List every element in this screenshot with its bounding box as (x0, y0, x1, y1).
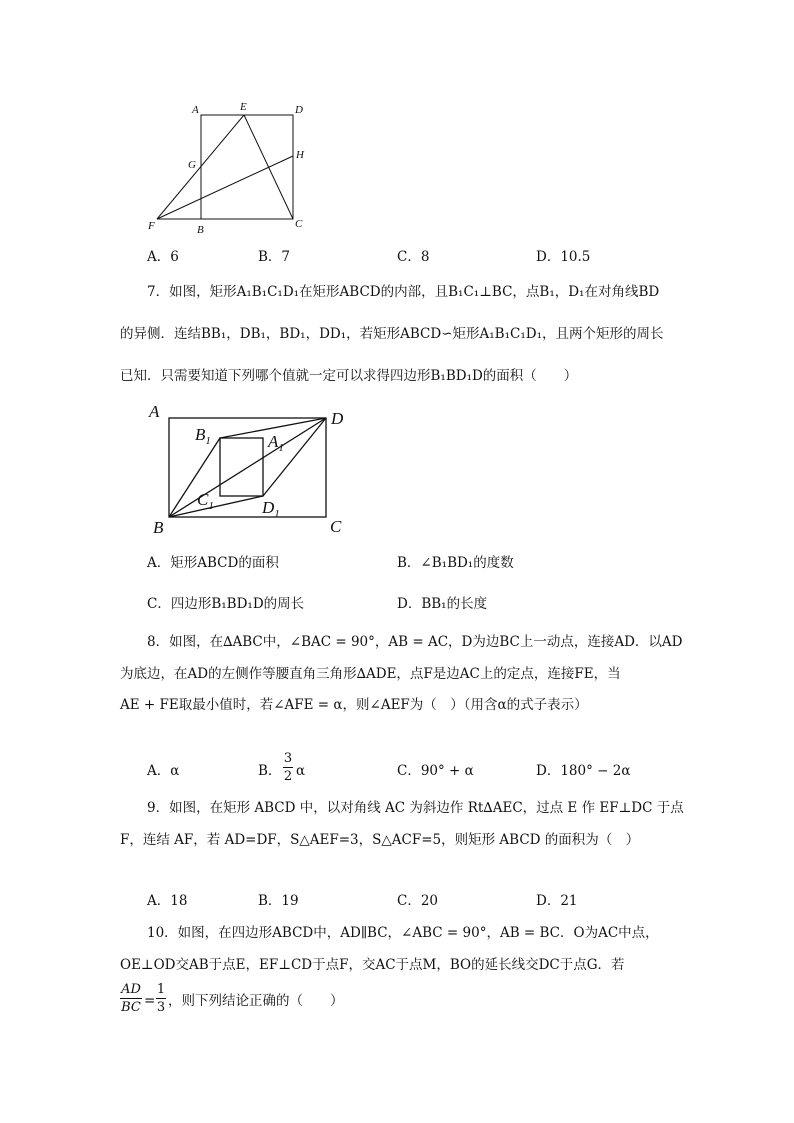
label-a1-fig2: $A_1$ (268, 432, 284, 454)
label-d-fig2: D (331, 409, 344, 428)
q6-option-d: D．10.5 (536, 249, 591, 265)
label-d1-fig2: $D_1$ (262, 498, 280, 520)
q10-line-1: 10．如图，在四边形ABCD中，AD∥BC，∠ABC = 90°，AB = BC．O为AC中点， (147, 925, 659, 941)
label-c1-fig2: $C_1$ (197, 490, 214, 512)
q9-option-a: A．18 (147, 893, 188, 909)
q7-line-1: 7．如图，矩形A₁B₁C₁D₁在矩形ABCD的内部，且B₁C₁⊥BC，点B₁，D₁在对角线BD (147, 284, 660, 300)
q9-option-d: D．21 (536, 893, 578, 909)
q10-frac2-num: 1 (156, 982, 166, 997)
q7-line-2: 的异侧．连结BB₁，DB₁，BD₁，DD₁，若矩形ABCD∽矩形A₁B₁C₁D₁，且两个矩形的周长 (120, 326, 664, 342)
q10-line-2: OE⊥OD交AB于点E，EF⊥CD于点F，交AC于点M，BO的延长线交DC于点G．若 (120, 957, 625, 973)
q10-fraction-1-3 (156, 983, 166, 1014)
label-e-fig1: E (240, 101, 247, 113)
label-d-fig1: D (295, 104, 303, 116)
q7-line-3: 已知．只需要知道下列哪个值就一定可以求得四边形B₁BD₁D的面积（ ） (120, 368, 578, 384)
q10-frac2-bar (156, 998, 166, 999)
q7-option-c: C．四边形B₁BD₁D的周长 (147, 596, 305, 612)
q10-tail: ，则下列结论正确的（ ） (168, 993, 344, 1009)
rect-a1b1c1d1 (220, 438, 263, 496)
label-a-fig2: A (149, 402, 160, 421)
q8-option-b-tail: α (296, 763, 306, 779)
label-b-fig1: B (197, 224, 204, 236)
q8-option-c: C．90° + α (397, 763, 474, 779)
label-f-fig1: F (148, 220, 155, 232)
q8-line-1: 8．如图，在∆ABC中，∠BAC = 90°，AB = AC，D为边BC上一动点，连接AD．以AD (147, 634, 683, 650)
label-a-fig1: A (192, 104, 199, 116)
q7-option-d: D．BB₁的长度 (397, 596, 488, 612)
q10-frac-num: AD (121, 982, 141, 997)
q8-option-a: A．α (147, 763, 180, 779)
segment-bd1 (169, 496, 263, 517)
q8-frac-num: 3 (283, 751, 293, 766)
segment-d1d (263, 418, 326, 496)
q8-line-3: AE + FE取最小值时，若∠AFE = α，则∠AEF为（ ）（用含α的式子表示） (120, 697, 588, 713)
q10-fraction-ad-bc (120, 983, 142, 1014)
q8-line-2: 为底边，在AD的左侧作等腰直角三角形∆ADE，点F是边AC上的定点，连接FE，当 (120, 666, 621, 682)
q6-option-b: B．7 (258, 249, 291, 265)
q9-option-b: B．19 (258, 893, 299, 909)
label-g-fig1: G (188, 159, 196, 171)
q9-option-c: C．20 (397, 893, 439, 909)
q8-frac-bar (283, 767, 293, 768)
label-h-fig1: H (296, 149, 304, 161)
q10-frac2-den: 3 (156, 1000, 166, 1015)
label-b1-fig2: $B_1$ (195, 425, 211, 447)
label-c-fig1: C (295, 218, 303, 230)
q10-frac-bar (120, 998, 142, 999)
q10-equals: = (144, 993, 156, 1009)
q7-option-a: A．矩形ABCD的面积 (147, 555, 279, 571)
q7-option-b: B．∠B₁BD₁的度数 (397, 555, 514, 571)
q8-option-b-fraction (283, 752, 293, 783)
q9-line-2: F，连结 AF，若 AD=DF，S△AEF=3，S△ACF=5，则矩形 ABCD 的面积为（ ） (120, 832, 640, 848)
q6-option-a: A．6 (147, 249, 179, 265)
q8-option-b: B． (258, 763, 282, 779)
q9-line-1: 9．如图，在矩形 ABCD 中，以对角线 AC 为斜边作 Rt∆AEC，过点 E 作 EF⊥DC 于点 (147, 800, 684, 816)
label-c-fig2: C (330, 517, 342, 536)
q6-option-c: C．8 (397, 249, 430, 265)
q8-option-d: D．180° − 2α (536, 763, 631, 779)
q8-frac-den: 2 (283, 769, 293, 784)
label-b-fig2: B (153, 518, 164, 537)
q10-frac-den: BC (121, 1000, 141, 1015)
